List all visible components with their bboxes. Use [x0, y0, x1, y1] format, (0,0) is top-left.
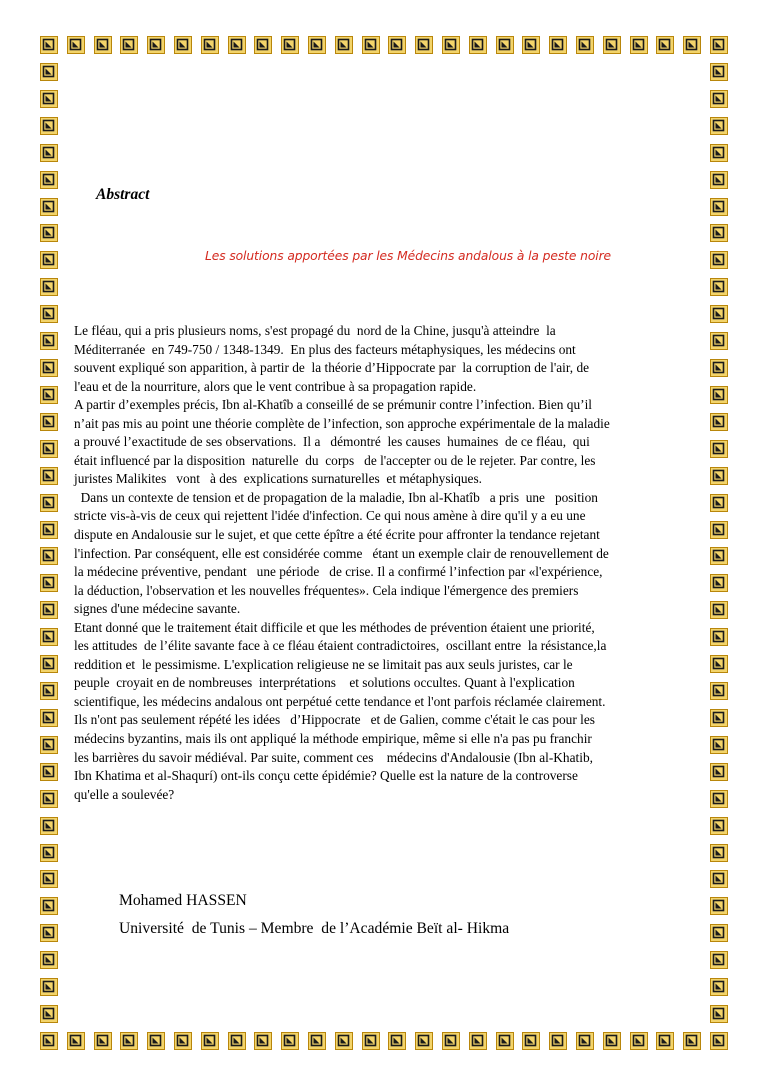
ornament-tile-icon [40, 763, 58, 781]
ornament-tile-icon [40, 951, 58, 969]
abstract-body [74, 322, 714, 804]
ornament-tile-icon [40, 386, 58, 404]
body-line: Le fléau, qui a pris plusieurs noms, s'est propagé du nord de la Chine, jusqu'à atteindre la [74, 323, 556, 338]
ornament-tile-icon [522, 36, 540, 54]
body-line: qu'elle a soulevée? [74, 786, 175, 802]
ornament-tile-icon [40, 817, 58, 835]
ornament-tile-icon [40, 574, 58, 592]
body-line: reddition et le pessimisme. L'explication religieuse ne se limitait pas aux seuls juristes, car le [74, 656, 573, 672]
body-line: médecins byzantins, mais ils ont appliqué la méthode empirique, même si elle n'a pas pu franchir [74, 731, 592, 747]
ornament-tile-icon [40, 844, 58, 862]
abstract-heading: Abstract [96, 186, 150, 203]
ornament-tile-icon [496, 1032, 514, 1050]
ornament-tile-icon [630, 1032, 648, 1050]
ornament-tile-icon [710, 924, 728, 942]
ornament-tile-icon [40, 117, 58, 135]
ornament-tile-icon [442, 1032, 460, 1050]
ornament-tile-icon [469, 36, 487, 54]
ornament-tile-icon [710, 278, 728, 296]
ornament-tile-icon [201, 1032, 219, 1050]
ornament-tile-icon [656, 36, 674, 54]
ornament-tile-icon [40, 601, 58, 619]
ornament-tile-icon [710, 870, 728, 888]
ornament-tile-icon [40, 467, 58, 485]
ornament-tile-icon [308, 1032, 326, 1050]
ornament-tile-icon [40, 521, 58, 539]
ornament-tile-icon [710, 978, 728, 996]
ornament-tile-icon [710, 144, 728, 162]
ornament-tile-icon [67, 36, 85, 54]
ornament-tile-icon [40, 359, 58, 377]
ornament-tile-icon [710, 117, 728, 135]
ornament-tile-icon [40, 278, 58, 296]
body-line: Etant donné que le traitement était difficile et que les méthodes de prévention étaient une priorité, [74, 619, 595, 635]
ornament-tile-icon [228, 1032, 246, 1050]
ornament-tile-icon [40, 978, 58, 996]
ornament-tile-icon [40, 90, 58, 108]
body-line: A partir d’exemples précis, Ibn al-Khatîb a conseillé de se prémunir contre l’infection. Bien qu’il [74, 397, 593, 413]
ornament-tile-icon [496, 36, 514, 54]
ornament-tile-icon [710, 1005, 728, 1023]
ornament-tile-icon [94, 36, 112, 54]
ornament-tile-icon [710, 817, 728, 835]
ornament-tile-icon [683, 36, 701, 54]
body-line: les barrières du savoir médiéval. Par suite, comment ces médecins d'Andalousie (Ibn al-Khatib, [74, 749, 593, 765]
body-line: dispute en Andalousie sur le sujet, et que cette épître a été écrite pour affronter la tendance rejetant [74, 527, 600, 543]
ornament-tile-icon [335, 36, 353, 54]
ornament-tile-icon [40, 790, 58, 808]
author-name: Mohamed HASSEN [119, 892, 247, 909]
body-line: était influencé par la disposition naturelle du corps de l'accepter ou de le rejeter. Par contre, les [74, 452, 596, 468]
ornament-tile-icon [40, 224, 58, 242]
body-line: Méditerranée en 749-750 / 1348-1349. En plus des facteurs métaphysiques, les médecins ont [74, 341, 576, 357]
ornament-tile-icon [40, 413, 58, 431]
ornament-tile-icon [415, 36, 433, 54]
ornament-tile-icon [710, 844, 728, 862]
ornament-tile-icon [40, 924, 58, 942]
ornament-tile-icon [40, 305, 58, 323]
body-line: scientifique, les médecins andalous ont perpétué cette tendance et l'ont parfois réclamée clairement. [74, 693, 606, 709]
ornament-tile-icon [603, 36, 621, 54]
ornament-tile-icon [67, 1032, 85, 1050]
ornament-tile-icon [576, 36, 594, 54]
ornament-tile-icon [710, 1032, 728, 1050]
body-line: Ibn Khatima et al-Shaqurí) ont-ils conçu cette épidémie? Quelle est la nature de la controverse [74, 768, 578, 784]
ornament-tile-icon [40, 736, 58, 754]
ornament-tile-icon [40, 440, 58, 458]
body-line: n’ait pas mis au point une théorie complète de l’infection, son approche expérimentale de la maladie [74, 415, 610, 431]
ornament-tile-icon [40, 1032, 58, 1050]
ornament-tile-icon [120, 1032, 138, 1050]
ornament-tile-icon [40, 144, 58, 162]
ornament-tile-icon [254, 36, 272, 54]
ornament-tile-icon [683, 1032, 701, 1050]
ornament-tile-icon [174, 1032, 192, 1050]
ornament-tile-icon [603, 1032, 621, 1050]
body-line: la déduction, l'observation et les nouvelles fréquentes». Cela indique l'émergence des premiers [74, 582, 579, 598]
ornament-tile-icon [710, 224, 728, 242]
ornament-tile-icon [308, 36, 326, 54]
ornament-tile-icon [656, 1032, 674, 1050]
ornament-tile-icon [201, 36, 219, 54]
ornament-tile-icon [710, 897, 728, 915]
ornament-tile-icon [40, 63, 58, 81]
ornament-tile-icon [147, 1032, 165, 1050]
ornament-tile-icon [40, 198, 58, 216]
body-line: l'eau et de la nourriture, alors que le vent contribue à sa propagation rapide. [74, 378, 477, 394]
body-line: la médecine préventive, pendant une période de crise. Il a confirmé l’infection par «l'expérience, [74, 564, 603, 580]
ornament-tile-icon [362, 1032, 380, 1050]
body-line: juristes Malikites vont à des explications surnaturelles et métaphysiques. [74, 471, 483, 487]
body-line: les attitudes de l’élite savante face à ce fléau étaient contradictoires, oscillant entre la résistance,la [74, 638, 607, 654]
ornament-tile-icon [94, 1032, 112, 1050]
ornament-tile-icon [40, 655, 58, 673]
ornament-tile-icon [40, 494, 58, 512]
ornament-tile-icon [254, 1032, 272, 1050]
ornament-tile-icon [576, 1032, 594, 1050]
body-line: signes d'une médecine savante. [74, 601, 241, 617]
ornament-tile-icon [40, 870, 58, 888]
ornament-tile-icon [710, 171, 728, 189]
ornament-tile-icon [335, 1032, 353, 1050]
ornament-tile-icon [40, 709, 58, 727]
ornament-tile-icon [710, 90, 728, 108]
body-line: peuple croyait en de nombreuses interprétations et solutions occultes. Quant à l'explication [74, 675, 575, 691]
ornament-tile-icon [549, 36, 567, 54]
ornament-tile-icon [710, 36, 728, 54]
ornament-tile-icon [415, 1032, 433, 1050]
ornament-tile-icon [40, 547, 58, 565]
ornament-tile-icon [281, 36, 299, 54]
ornament-tile-icon [549, 1032, 567, 1050]
body-line: a prouvé l’exactitude de ses observations. Il a démontré les causes humaines de ce fléau, qui [74, 434, 590, 450]
ornament-tile-icon [40, 1005, 58, 1023]
ornament-tile-icon [40, 171, 58, 189]
ornament-tile-icon [388, 1032, 406, 1050]
ornament-tile-icon [40, 897, 58, 915]
body-line: souvent expliqué son apparition, à partir de la théorie d’Hippocrate par la corruption de l'air, de [74, 360, 590, 376]
ornament-tile-icon [362, 36, 380, 54]
document-subtitle: Les solutions apportées par les Médecins andalous à la peste noire [204, 249, 612, 263]
body-line: Dans un contexte de tension et de propagation de la maladie, Ibn al-Khatîb a pris une position [74, 489, 598, 505]
ornament-tile-icon [442, 36, 460, 54]
ornament-tile-icon [710, 198, 728, 216]
ornament-tile-icon [40, 682, 58, 700]
ornament-tile-icon [120, 36, 138, 54]
body-line: l'infection. Par conséquent, elle est considérée comme étant un exemple clair de renouvellement de [74, 545, 609, 561]
ornament-tile-icon [228, 36, 246, 54]
ornament-tile-icon [40, 332, 58, 350]
ornament-tile-icon [40, 628, 58, 646]
ornament-tile-icon [147, 36, 165, 54]
ornament-tile-icon [710, 63, 728, 81]
ornament-tile-icon [281, 1032, 299, 1050]
body-line: Ils n'ont pas seulement répété les idées d’Hippocrate et de Galien, comme c'était le cas pour les [74, 712, 595, 728]
author-affiliation: Université de Tunis – Membre de l’Académie Beït al- Hikma [119, 920, 510, 937]
ornament-tile-icon [388, 36, 406, 54]
ornament-tile-icon [40, 36, 58, 54]
ornament-tile-icon [522, 1032, 540, 1050]
ornament-tile-icon [710, 305, 728, 323]
ornament-tile-icon [630, 36, 648, 54]
ornament-tile-icon [469, 1032, 487, 1050]
ornament-tile-icon [174, 36, 192, 54]
ornament-tile-icon [710, 951, 728, 969]
body-line: stricte vis-à-vis de ceux qui rejettent l'idée d'infection. Ce qui nous amène à dire qu'il y a eu une [74, 508, 586, 524]
